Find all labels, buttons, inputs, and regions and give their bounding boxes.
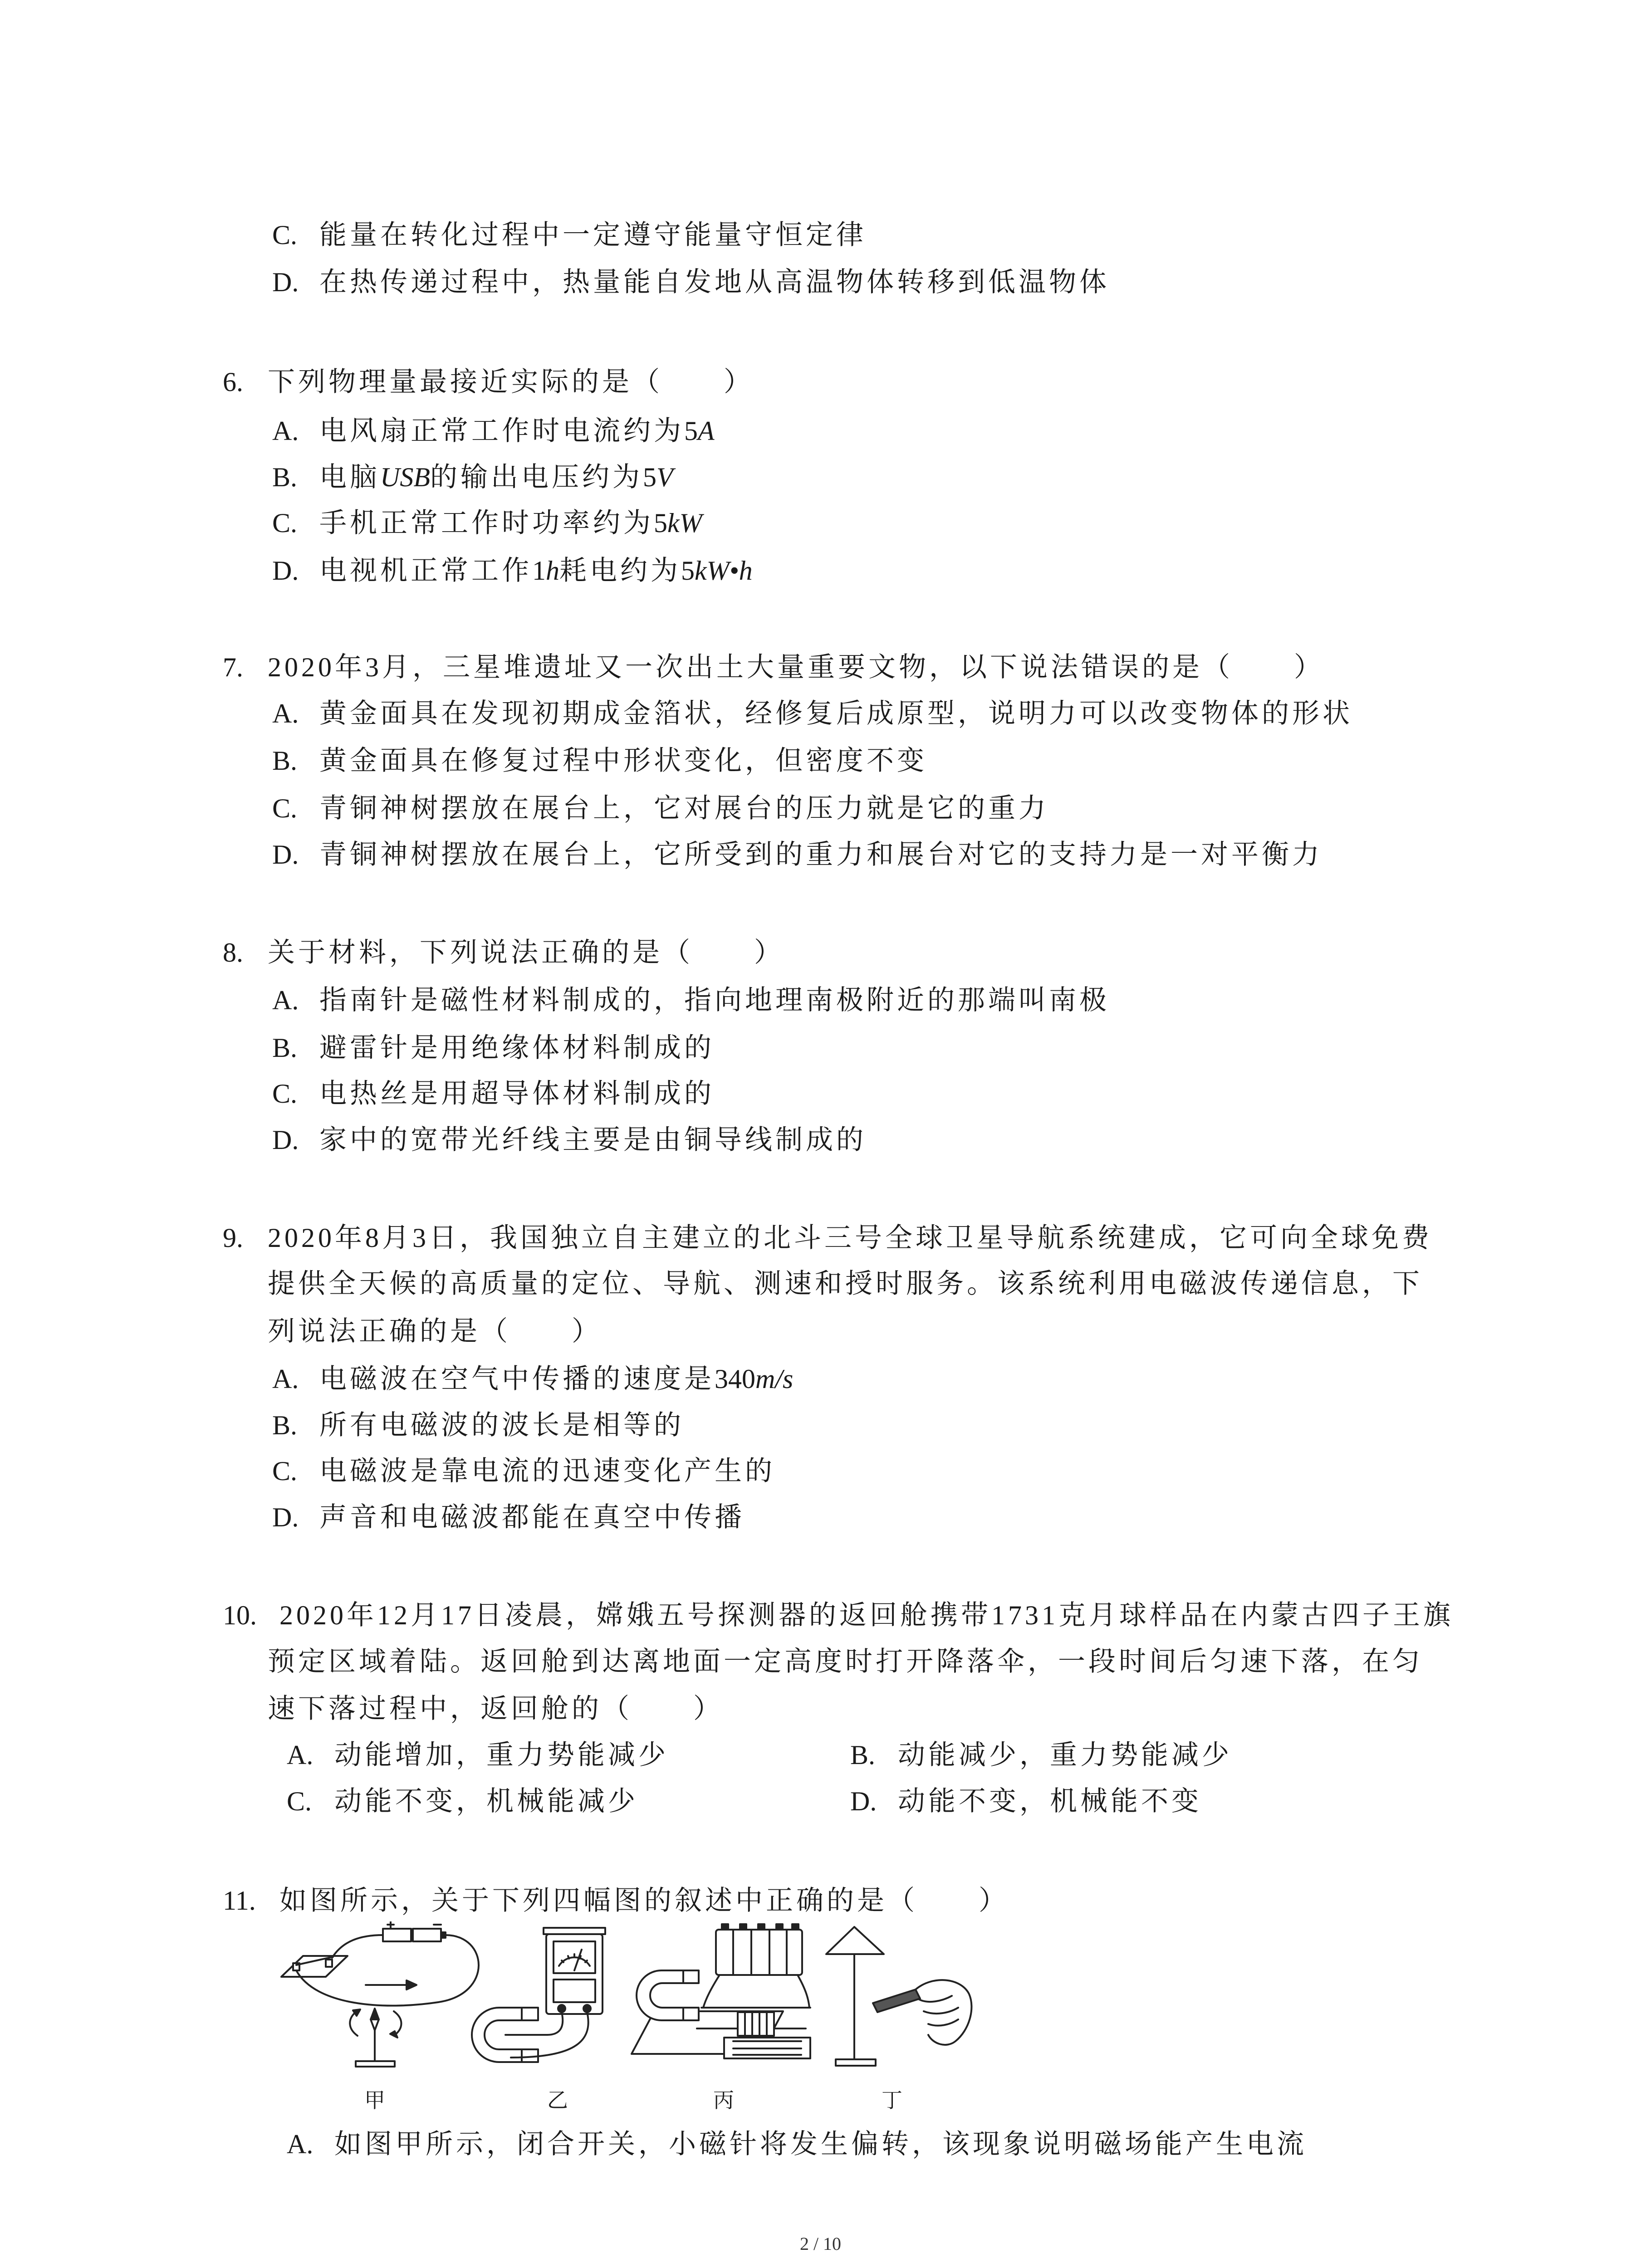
switch-post [326, 1960, 332, 1967]
option-text: 电磁波在空气中传播的速度是 [319, 1364, 715, 1394]
compass-needle-north [371, 2009, 379, 2019]
option-text: 如图甲所示，闭合开关，小磁针将发生偏转，该现象说明磁场能产生电流 [334, 2129, 1307, 2159]
wire [703, 1975, 720, 2008]
q6-stem [223, 365, 754, 399]
q7-stem [223, 650, 1324, 684]
option-text: 青铜神树摆放在展台上，它对展台的压力就是它的重力 [319, 793, 1049, 823]
galvanometer-terminal [558, 2005, 565, 2012]
option-label: A. [272, 985, 299, 1015]
option-label: B. [272, 1033, 298, 1063]
q9-stem-line-3: 列说法正确的是（ ） [268, 1316, 602, 1346]
option-unit: V [656, 462, 673, 492]
option-text: 避雷针是用绝缘体材料制成的 [319, 1033, 715, 1063]
option-label: A. [287, 1740, 314, 1770]
q8-option-b [272, 1031, 715, 1065]
figure-label-yi: 乙 [547, 2088, 568, 2112]
option-text: 动能不变，机械能不变 [898, 1786, 1202, 1816]
q8-stem [223, 935, 784, 970]
diagram-ding [826, 1927, 971, 2066]
q10-stem-line-3: 速下落过程中，返回舱的（ ） [268, 1694, 724, 1724]
q9-stem-line-1 [223, 1221, 1432, 1255]
option-text: 电磁波是靠电流的迅速变化产生的 [319, 1456, 775, 1486]
diagram-bing [632, 1924, 810, 2058]
option-label: A. [272, 699, 299, 728]
q10-option-a [287, 1738, 669, 1772]
rotation-arrowhead [390, 2031, 397, 2038]
q7-option-b [272, 743, 927, 778]
battery-cell [413, 1929, 441, 1941]
wire [332, 1935, 383, 1958]
galvanometer-terminal [583, 2005, 591, 2012]
page-indicator: 2 / 10 [799, 2234, 842, 2254]
rod [873, 1989, 920, 2012]
q8-option-d [272, 1123, 867, 1157]
option-text: 动能减少，重力势能减少 [898, 1740, 1232, 1770]
q10-option-c [287, 1784, 638, 1818]
option-label: B. [850, 1740, 876, 1770]
question-number: 9. [223, 1223, 243, 1253]
option-number: 5 [654, 508, 667, 538]
galvanometer-top [544, 1928, 605, 1934]
option-text: 手机正常工作时功率约为 [319, 508, 654, 538]
q9-option-b [272, 1408, 684, 1442]
option-text: 青铜神树摆放在展台上，它所受到的重力和展台对它的支持力是一对平衡力 [319, 840, 1323, 870]
hand-fingers [919, 1996, 958, 2026]
option-text: 能量在转化过程中一定遵守能量守恒定律 [319, 220, 867, 250]
q9-option-c [272, 1454, 775, 1488]
option-label: B. [272, 1410, 298, 1440]
option-unit: h [546, 556, 559, 586]
option-label: D. [272, 556, 299, 586]
option-label: A. [287, 2129, 314, 2159]
q7-option-a [272, 696, 1353, 731]
option-text: 电脑 [319, 462, 380, 492]
figure-label-ding: 丁 [882, 2088, 902, 2112]
option-number: 5 [642, 462, 656, 492]
option-label: A. [272, 416, 299, 446]
option-label: D. [272, 267, 299, 297]
plus-sign [387, 1921, 394, 1928]
q9-option-d [272, 1500, 745, 1535]
q6-option-b [272, 460, 673, 494]
question-text: 下列物理量最接近实际的是（ ） [268, 367, 754, 397]
q8-option-a [272, 983, 1110, 1017]
q7-option-d [272, 837, 1323, 872]
question-number: 10. [223, 1600, 257, 1630]
option-label: B. [272, 462, 298, 492]
question-number: 7. [223, 652, 243, 682]
option-label: C. [272, 508, 298, 538]
option-number: 5 [681, 556, 695, 586]
question-text: 如图所示，关于下列四幅图的叙述中正确的是（ ） [279, 1886, 1009, 1916]
option-label: C. [287, 1786, 312, 1816]
q11-figure [275, 1921, 974, 2085]
figure-label-bing: 丙 [713, 2088, 734, 2112]
option-text: 电视机正常工作 [319, 556, 532, 586]
compass-needle-south [371, 2019, 379, 2030]
option-text: 在热传递过程中，热量能自发地从高温物体转移到低温物体 [319, 267, 1110, 297]
option-text: 所有电磁波的波长是相等的 [319, 1410, 684, 1440]
option-term: USB [380, 462, 430, 492]
diagram-jia [281, 1921, 479, 2067]
wire [296, 1935, 479, 2006]
wire [547, 2012, 563, 2035]
option-number: 340 [715, 1364, 755, 1394]
option-label: C. [272, 1079, 298, 1109]
stand-base [836, 2059, 876, 2066]
question-number: 8. [223, 938, 243, 968]
q7-option-c [272, 791, 1049, 826]
option-unit: kW•h [695, 556, 753, 586]
option-label: C. [272, 220, 298, 250]
battery-cell [383, 1929, 411, 1941]
option-label: C. [272, 793, 298, 823]
q10-stem-line-1 [223, 1598, 1454, 1633]
option-text: 电风扇正常工作时电流约为 [319, 416, 684, 446]
question-number: 6. [223, 367, 243, 397]
wire [798, 1975, 809, 2008]
option-label: B. [272, 746, 298, 776]
q10-stem-line-2: 预定区域着陆。返回舱到达离地面一定高度时打开降落伞，一段时间后匀速下落，在匀 [268, 1647, 1423, 1677]
diagram-yi [472, 1928, 605, 2062]
option-label: D. [272, 840, 299, 870]
option-label: D. [272, 1125, 299, 1155]
q5-option-d [272, 265, 1110, 299]
battery-pack [716, 1930, 802, 1975]
option-text: 黄金面具在修复过程中形状变化，但密度不变 [319, 746, 927, 776]
option-text: 声音和电磁波都能在真空中传播 [319, 1502, 745, 1532]
q9-option-a [272, 1362, 793, 1396]
current-arrowhead [407, 1980, 416, 1989]
option-label: A. [272, 1364, 299, 1394]
q11-stem [223, 1883, 1009, 1918]
question-text: 2020年12月17日凌晨，嫦娥五号探测器的返回舱携带1731克月球样品在内蒙古四子王旗 [279, 1600, 1454, 1630]
q10-option-d [850, 1784, 1202, 1818]
option-number: 1 [532, 556, 546, 586]
option-text: 家中的宽带光纤线主要是由铜导线制成的 [319, 1125, 867, 1155]
compass-stand-base [356, 2061, 395, 2067]
question-text: 关于材料，下列说法正确的是（ ） [268, 938, 784, 968]
q10-option-b [850, 1738, 1232, 1772]
option-unit: m/s [755, 1364, 794, 1394]
option-text: 耗电约为 [559, 556, 681, 586]
option-label: C. [272, 1456, 298, 1486]
figure-label-jia: 甲 [364, 2088, 385, 2112]
option-text: 的输出电压约为 [430, 462, 643, 492]
option-label: D. [272, 1502, 299, 1532]
q9-stem-line-2: 提供全天候的高质量的定位、导航、测速和授时服务。该系统利用电磁波传递信息，下 [268, 1269, 1423, 1299]
hanger [826, 1927, 884, 1954]
q6-option-a [272, 414, 715, 448]
option-text: 动能增加，重力势能减少 [334, 1740, 669, 1770]
option-label: D. [850, 1786, 877, 1816]
option-text: 指南针是磁性材料制成的，指向地理南极附近的那端叫南极 [319, 985, 1110, 1015]
switch-board [281, 1956, 348, 1977]
option-unit: A [698, 416, 715, 446]
q6-option-d [272, 553, 753, 588]
option-text: 动能不变，机械能减少 [334, 1786, 638, 1816]
option-text: 黄金面具在发现初期成金箔状，经修复后成原型，说明力可以改变物体的形状 [319, 699, 1353, 728]
question-text: 2020年3月，三星堆遗址又一次出土大量重要文物，以下说法错误的是（ ） [268, 652, 1324, 682]
q8-option-c [272, 1076, 715, 1111]
option-number: 5 [684, 416, 698, 446]
option-unit: kW [667, 508, 702, 538]
option-text: 电热丝是用超导体材料制成的 [319, 1079, 715, 1109]
coil [738, 2012, 774, 2036]
q6-option-c [272, 506, 702, 540]
u-magnet [637, 1970, 699, 2020]
q5-option-c [272, 218, 867, 252]
question-number: 11. [223, 1886, 256, 1916]
question-text: 2020年8月3日，我国独立自主建立的北斗三号全球卫星导航系统建成，它可向全球免费 [268, 1223, 1432, 1253]
q11-option-a [287, 2127, 1307, 2161]
